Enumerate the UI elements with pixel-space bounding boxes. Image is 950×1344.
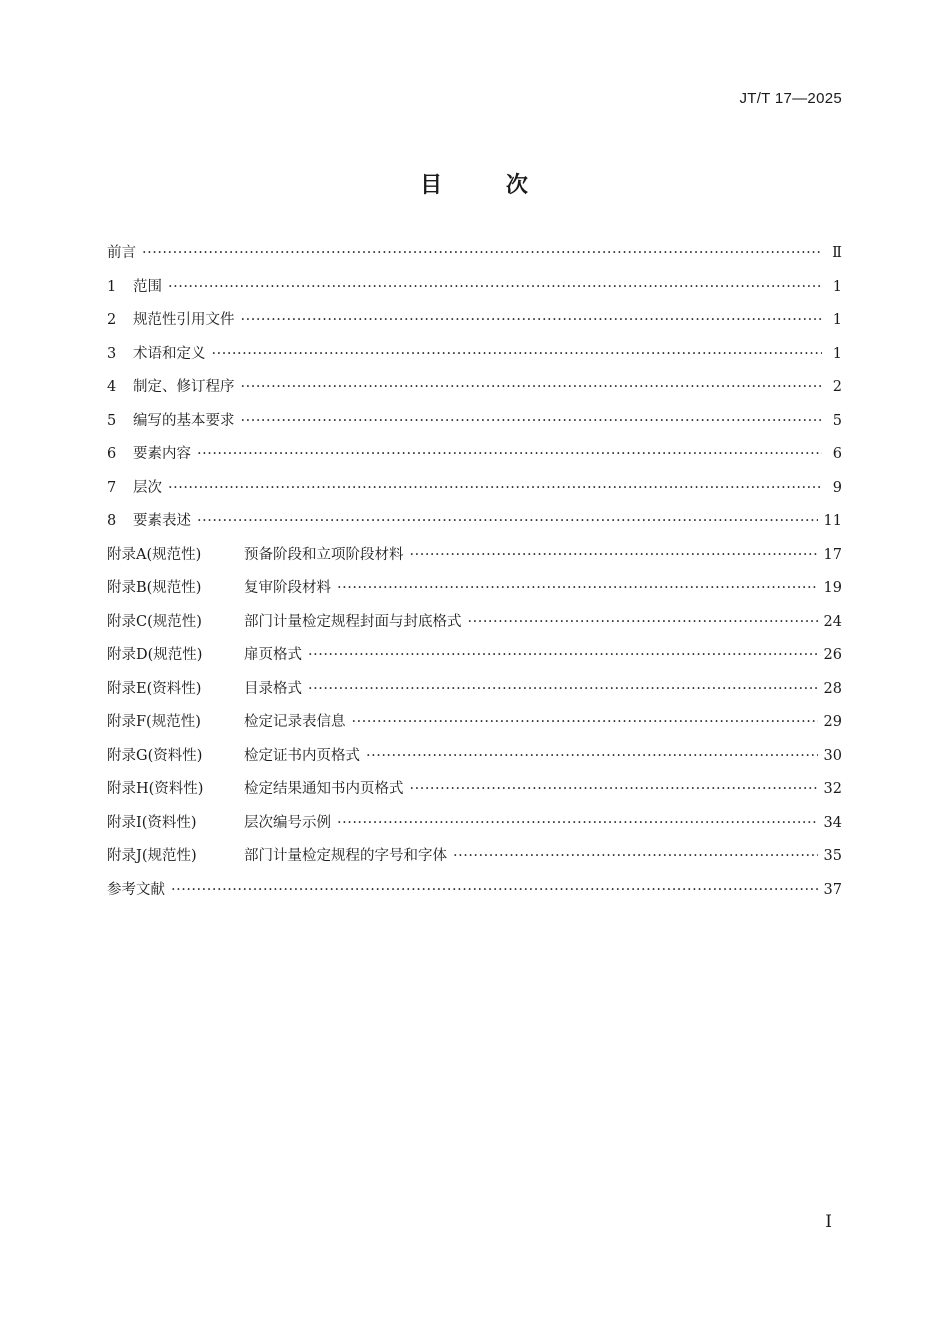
toc-leader-dots (241, 379, 823, 395)
toc-leader-dots (168, 480, 822, 496)
document-code: JT/T 17—2025 (739, 90, 842, 107)
toc-leader-dots (241, 312, 823, 328)
page-number: I (825, 1212, 832, 1232)
toc-leader-dots (453, 848, 818, 864)
toc-entry-heading (107, 744, 366, 765)
toc-entry-heading (107, 442, 197, 463)
toc-leader-dots (337, 580, 818, 596)
toc-leader-dots (366, 748, 818, 764)
toc-entry-title: 规范性引用文件 (133, 312, 235, 328)
toc-leader-dots (241, 413, 823, 429)
toc-entry-page: 32 (823, 781, 842, 797)
toc-entry[interactable] (107, 844, 842, 878)
toc-entry-title: 参考文献 (107, 881, 165, 898)
toc-entry-number: 6 (107, 446, 117, 462)
toc-title: 目 次 (420, 173, 530, 198)
toc-entry-appendix-label: 附录B(规范性) (107, 580, 202, 596)
toc-entry-number: 4 (107, 379, 117, 395)
toc-entry-page: Ⅱ (832, 245, 842, 261)
toc-entry-heading (107, 811, 337, 832)
toc-entry[interactable] (107, 878, 842, 912)
toc-entry[interactable] (107, 409, 842, 443)
toc-entry-page: 29 (823, 714, 842, 730)
toc-entry-title: 制定、修订程序 (133, 379, 235, 395)
toc-entry[interactable] (107, 744, 842, 778)
toc-entry-page: 24 (823, 613, 842, 630)
toc-entry-page: 17 (823, 546, 842, 563)
toc-entry-number: 7 (107, 479, 117, 496)
toc-entry-page: 9 (832, 479, 842, 496)
toc-entry-heading (107, 375, 241, 396)
toc-entry-title: 部门计量检定规程的字号和字体 (244, 848, 447, 864)
toc-entry-page: 1 (832, 345, 842, 362)
toc-entry-heading (107, 543, 410, 564)
toc-entry-heading (107, 308, 241, 329)
toc-entry-heading (107, 342, 212, 363)
toc-leader-dots (410, 547, 818, 563)
toc-leader-dots (468, 614, 818, 630)
toc-leader-dots (308, 681, 818, 697)
toc-entry[interactable] (107, 677, 842, 711)
toc-leader-dots (308, 647, 818, 663)
toc-entry-appendix-label: 附录G(资料性) (107, 747, 203, 764)
toc-entry[interactable] (107, 375, 842, 409)
toc-entry-title: 检定记录表信息 (244, 714, 346, 730)
toc-entry-heading (107, 777, 410, 798)
toc-entry-title: 要素表述 (133, 513, 191, 529)
toc-entry-page: 11 (823, 513, 842, 529)
toc-entry[interactable] (107, 509, 842, 543)
toc-entry-page: 2 (832, 379, 842, 395)
toc-entry-page: 1 (832, 312, 842, 328)
toc-entry-heading (107, 241, 142, 262)
toc-entry[interactable] (107, 710, 842, 744)
toc-entry-title: 层次编号示例 (244, 814, 331, 831)
toc-leader-dots (142, 245, 822, 261)
toc-entry-number: 5 (107, 412, 117, 429)
toc-entry-appendix-label: 附录J(规范性) (107, 848, 197, 864)
toc-entry-heading (107, 409, 241, 430)
toc-entry[interactable] (107, 308, 842, 342)
toc-leader-dots (212, 346, 823, 362)
toc-entry-appendix-label: 附录D(规范性) (107, 647, 203, 663)
table-of-contents (107, 241, 842, 911)
toc-entry-title: 复审阶段材料 (244, 580, 331, 596)
toc-entry[interactable] (107, 811, 842, 845)
toc-entry[interactable] (107, 777, 842, 811)
toc-entry-page: 26 (823, 647, 842, 663)
toc-entry-title: 编写的基本要求 (133, 412, 235, 429)
toc-entry-heading (107, 509, 197, 530)
toc-leader-dots (197, 513, 818, 529)
toc-entry-page: 1 (832, 278, 842, 295)
toc-entry-title: 部门计量检定规程封面与封底格式 (244, 613, 462, 630)
toc-entry-page: 34 (823, 814, 842, 831)
toc-entry-appendix-label: 附录C(规范性) (107, 613, 202, 630)
toc-entry-appendix-label: 附录E(资料性) (107, 680, 202, 697)
toc-leader-dots (410, 781, 818, 797)
toc-entry[interactable] (107, 275, 842, 309)
toc-entry-page: 28 (823, 680, 842, 697)
toc-entry-title: 扉页格式 (244, 647, 302, 663)
toc-entry-number: 8 (107, 513, 117, 529)
toc-entry-page: 35 (823, 848, 842, 864)
toc-entry-appendix-label: 附录F(规范性) (107, 714, 201, 730)
toc-entry[interactable] (107, 442, 842, 476)
toc-entry-appendix-label: 附录H(资料性) (107, 781, 204, 797)
toc-entry-title: 前言 (107, 245, 136, 261)
toc-entry-heading (107, 710, 352, 731)
toc-entry-heading (107, 610, 468, 631)
toc-entry[interactable] (107, 543, 842, 577)
toc-entry-title: 层次 (133, 479, 162, 496)
toc-entry-appendix-label: 附录A(规范性) (107, 546, 202, 563)
toc-entry-title: 检定结果通知书内页格式 (244, 781, 404, 797)
toc-entry-title: 目录格式 (244, 680, 302, 697)
toc-entry-title: 预备阶段和立项阶段材料 (244, 546, 404, 563)
toc-entry[interactable] (107, 342, 842, 376)
toc-entry-page: 6 (832, 446, 842, 462)
toc-entry-heading (107, 576, 337, 597)
toc-entry[interactable] (107, 576, 842, 610)
toc-entry-title: 检定证书内页格式 (244, 747, 360, 764)
toc-entry-heading (107, 844, 453, 865)
toc-entry[interactable] (107, 476, 842, 510)
toc-leader-dots (168, 279, 822, 295)
toc-entry-title: 范围 (133, 278, 162, 295)
toc-entry-page: 5 (832, 412, 842, 429)
toc-leader-dots (337, 815, 818, 831)
toc-entry[interactable] (107, 610, 842, 644)
toc-entry-heading (107, 476, 168, 497)
toc-entry[interactable] (107, 241, 842, 275)
toc-leader-dots (171, 882, 818, 898)
toc-entry-appendix-label: 附录I(资料性) (107, 814, 197, 831)
toc-entry-page: 19 (823, 580, 842, 596)
toc-entry-number: 1 (107, 278, 117, 295)
toc-entry-heading (107, 878, 171, 899)
toc-entry-number: 3 (107, 345, 117, 362)
toc-entry[interactable] (107, 643, 842, 677)
toc-entry-title: 要素内容 (133, 446, 191, 462)
toc-entry-page: 30 (823, 747, 842, 764)
toc-entry-heading (107, 275, 168, 296)
toc-entry-heading (107, 643, 308, 664)
toc-entry-number: 2 (107, 312, 117, 328)
toc-leader-dots (197, 446, 822, 462)
toc-entry-heading (107, 677, 308, 698)
toc-entry-title: 术语和定义 (133, 345, 206, 362)
toc-leader-dots (352, 714, 818, 730)
toc-entry-page: 37 (823, 881, 842, 898)
